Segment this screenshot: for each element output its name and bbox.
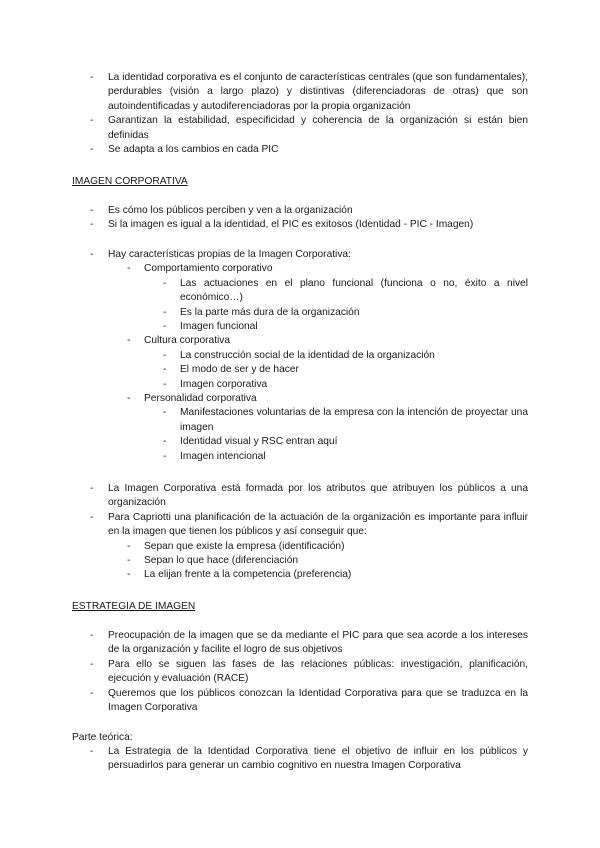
item-text: La construcción social de la identidad de la organización [180, 349, 435, 361]
item-text: Preocupación de la imagen que se da mediante el PIC para que sea acorde a los intereses de la organización y facilite el logro de sus objetivos [108, 630, 528, 656]
list-item [72, 568, 528, 582]
bullet-dash: - [163, 349, 167, 361]
item-text: Manifestaciones voluntarias de la empresa con la intención de proyectar una imagen [180, 407, 528, 433]
item-text: Sepan lo que hace (diferenciación [144, 555, 299, 567]
item-text: Sepan que existe la empresa (identificación) [144, 540, 345, 552]
item-text: Queremos que los públicos conozcan la Identidad Corporativa para que se traduzca en la Imagen Corporativa [108, 687, 528, 714]
bullet-dash: - [127, 569, 131, 581]
bullet-dash: - [163, 450, 167, 462]
item-text: Imagen funcional [180, 321, 258, 333]
group-label: Personalidad corporativa [144, 393, 257, 405]
item-text: Se adapta a los cambios en cada PIC [108, 144, 279, 156]
list-item-group [72, 392, 528, 406]
list-item [72, 204, 528, 218]
item-text: Hay características propias de la Imagen Corporativa: [108, 249, 351, 260]
list-item [72, 143, 528, 157]
item-text: Imagen intencional [180, 450, 266, 462]
list-item [72, 277, 528, 306]
bullet-dash: - [90, 511, 94, 523]
list-item [72, 745, 528, 774]
bullet-dash: - [90, 687, 94, 699]
bullet-dash: - [163, 277, 167, 289]
section-heading-estrategia: ESTRATEGIA DE IMAGEN [72, 601, 196, 612]
list-item [72, 378, 528, 392]
parte-teorica-label: Parte teórica: [72, 732, 133, 743]
intro-list [72, 71, 528, 157]
list-item [72, 406, 528, 435]
bullet-dash: - [90, 115, 94, 127]
bullet-dash: - [163, 321, 167, 333]
group-label: Cultura corporativa [144, 335, 231, 347]
bullet-dash: - [90, 746, 94, 757]
list-item [72, 248, 528, 262]
imagen-definition-list [72, 204, 528, 233]
bullet-dash: - [90, 658, 94, 670]
item-text: Es la parte más dura de la organización [180, 306, 360, 318]
item-text: La elijan frente a la competencia (preferencia) [144, 569, 352, 581]
list-item-group [72, 334, 528, 348]
bullet-dash: - [127, 263, 131, 275]
bullet-dash: - [90, 72, 94, 83]
list-item [72, 687, 528, 716]
list-item [72, 658, 528, 687]
list-item [72, 218, 528, 232]
list-item [72, 511, 528, 540]
list-item [72, 71, 528, 114]
estrategia-list [72, 629, 528, 715]
list-item [72, 320, 528, 334]
bullet-dash: - [90, 205, 94, 216]
list-item [72, 306, 528, 320]
item-text: Imagen corporativa [180, 378, 268, 390]
bullet-dash: - [90, 144, 94, 156]
bullet-dash: - [163, 306, 167, 318]
bullet-dash: - [127, 335, 131, 347]
bullet-dash: - [163, 364, 167, 376]
list-item [72, 435, 528, 449]
bullet-dash: - [90, 630, 94, 641]
list-item [72, 540, 528, 554]
item-text: Las actuaciones en el plano funcional (funciona o no, éxito a nivel económico…) [180, 277, 528, 304]
list-item [72, 629, 528, 658]
item-text: La Imagen Corporativa está formada por los atributos que atribuyen los públicos a una organización [108, 483, 528, 509]
bullet-dash: - [127, 555, 131, 567]
item-text: El modo de ser y de hacer [180, 364, 299, 376]
item-text: Si la imagen es igual a la identidad, el PIC es exitosos (Identidad - PIC - Imagen) [108, 219, 474, 231]
item-text: La identidad corporativa es el conjunto de características centrales (que son fundamentales), perdurables (visión a largo plazo) y distintivas (diferenciadoras de otras) que son autoindentificadas y autodiferenciadoras por la propia organización [108, 72, 528, 112]
list-item [72, 363, 528, 377]
item-text: Identidad visual y RSC entran aquí [180, 436, 338, 448]
list-item [72, 482, 528, 511]
characteristics-list [72, 248, 528, 464]
list-item-group [72, 262, 528, 276]
bullet-dash: - [90, 249, 94, 260]
list-item [72, 114, 528, 143]
bullet-dash: - [163, 407, 167, 419]
group-label: Comportamiento corporativo [144, 263, 273, 275]
section-heading-imagen-corporativa: IMAGEN CORPORATIVA [72, 176, 188, 187]
bullet-dash: - [90, 483, 94, 494]
item-text: Para Capriotti una planificación de la actuación de la organización es importante para influir en la imagen que tienen los públicos y así conseguir que: [108, 511, 528, 538]
list-item [72, 450, 528, 464]
item-text: Garantizan la estabilidad, especificidad y coherencia de la organización si están bien definidas [108, 115, 528, 141]
bullet-dash: - [127, 540, 131, 552]
bullet-dash: - [127, 393, 131, 405]
list-item [72, 554, 528, 568]
item-text: Para ello se siguen las fases de las relaciones públicas: investigación, planificación, ejecución y evaluación (RACE) [108, 658, 528, 685]
item-text: La Estrategia de la Identidad Corporativa tiene el objetivo de influir en los públicos y persuadirlos para generar un cambio cognitivo en nuestra Imagen Corporativa [108, 746, 528, 772]
item-text: Es cómo los públicos perciben y ven a la organización [108, 205, 353, 216]
bullet-dash: - [90, 219, 94, 231]
capriotti-list [72, 482, 528, 583]
teorica-list [72, 745, 528, 774]
bullet-dash: - [163, 378, 167, 390]
list-item [72, 349, 528, 363]
bullet-dash: - [163, 436, 167, 448]
